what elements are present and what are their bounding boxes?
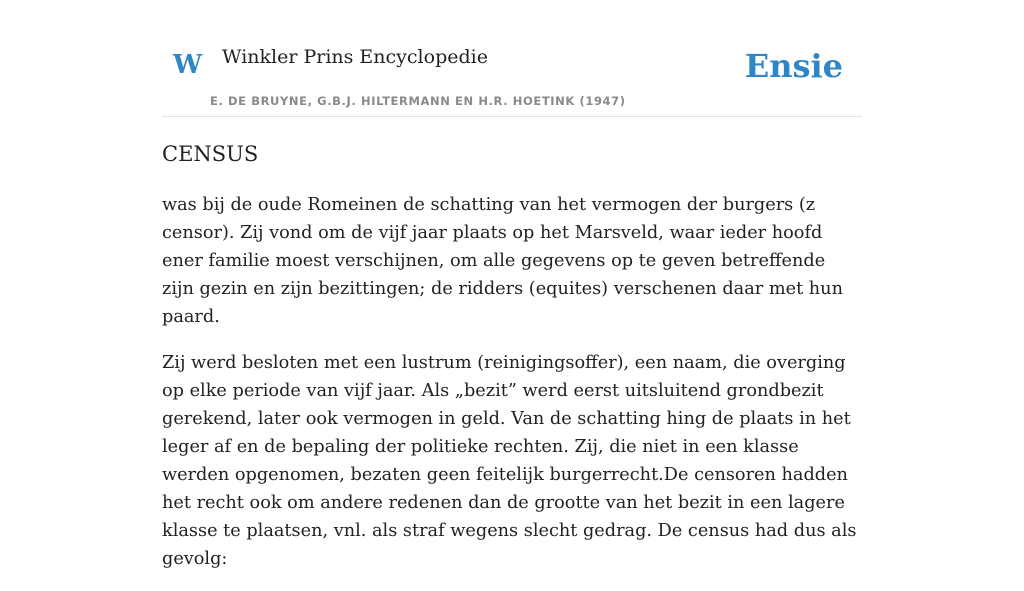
winkler-prins-logo[interactable]: W	[173, 50, 203, 80]
entry-content	[162, 140, 862, 591]
book-title[interactable]: Winkler Prins Encyclopedie	[222, 46, 488, 68]
entry-paragraph: Zij werd besloten met een lustrum (reinigingsoffer), een naam, die overging op elke periode van vijf jaar. Als „bezit” werd eerst uitsluitend grondbezit gerekend, later ook vermogen in geld. Van de schatting hing de plaats in het leger af en de bepaling der politieke rechten. Zij, die niet in een klasse werden opgenomen, bezaten geen feitelijk burgerrecht.De censoren hadden het recht ook om andere redenen dan de grootte van het bezit in een lagere klasse te plaatsen, vnl. als straf wegens slecht gedrag. De census had dus als gevolg:	[162, 353, 857, 570]
book-authors: E. DE BRUYNE, G.B.J. HILTERMANN EN H.R. HOETINK (1947)	[210, 94, 626, 108]
entry-headword: CENSUS	[162, 142, 259, 166]
site-header	[162, 0, 862, 117]
ensie-brand-logo[interactable]: Ensie	[744, 47, 843, 85]
entry-paragraph: was bij de oude Romeinen de schatting van het vermogen der burgers (z censor). Zij vond om de vijf jaar plaats op het Marsveld, waar ieder hoofd ener familie moest verschijnen, om alle gegevens op te geven betreffende zijn gezin en zijn bezittingen; de ridders (equites) verschenen daar met hun paard.	[162, 195, 843, 328]
